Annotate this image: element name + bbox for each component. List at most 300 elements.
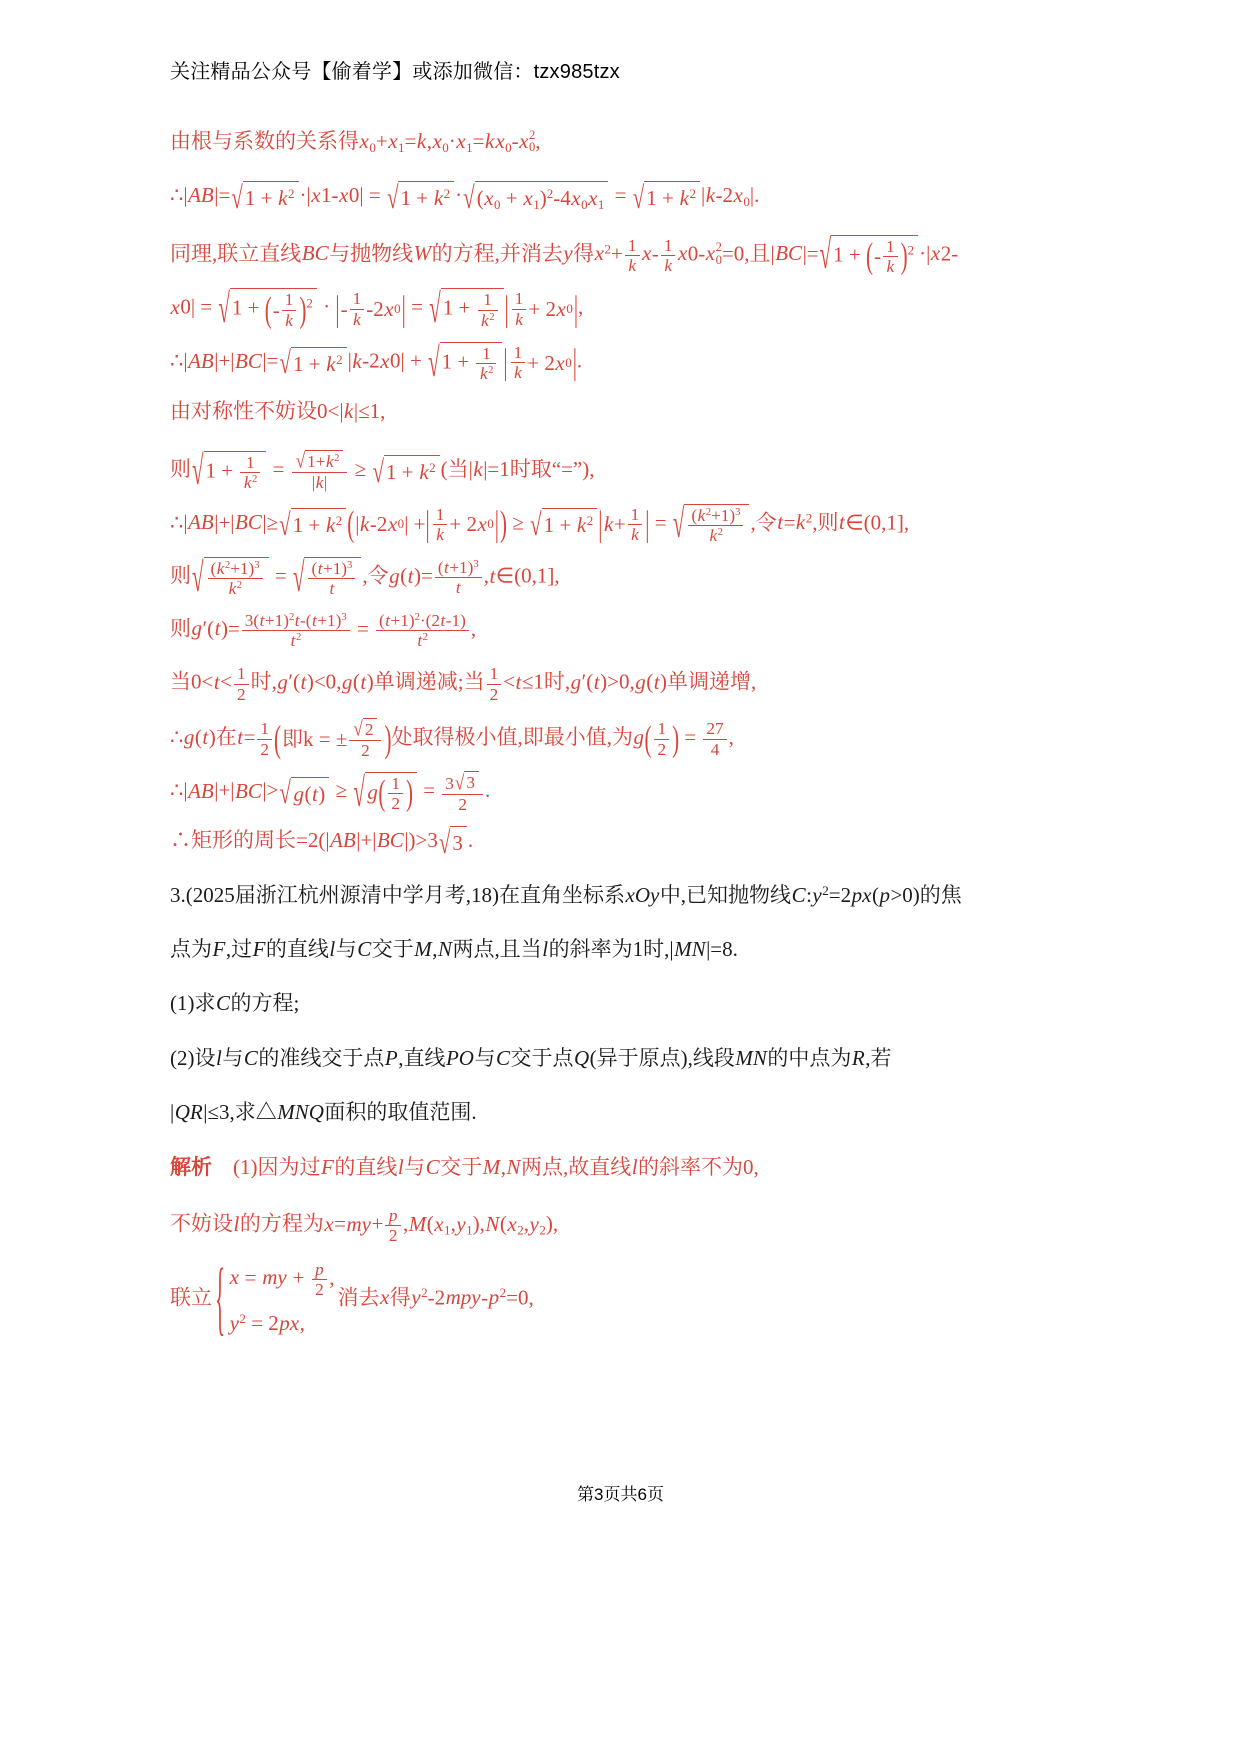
text-run: -2 <box>715 183 734 208</box>
numerator <box>883 237 898 257</box>
superscript: 3 <box>347 559 353 572</box>
text-run: 3 <box>466 773 475 793</box>
text-run: 1 + <box>244 186 278 211</box>
subscript: 0 <box>369 139 376 155</box>
text-run: ·(2 <box>419 610 440 630</box>
square-root <box>353 718 377 739</box>
variable: k <box>631 524 639 544</box>
variable: y <box>812 882 822 907</box>
variable: my <box>346 1211 372 1236</box>
fraction <box>312 1260 328 1300</box>
numerator <box>478 290 498 310</box>
text-run: = <box>649 510 672 535</box>
square-root <box>530 506 597 543</box>
variable: x <box>311 183 321 208</box>
system-row <box>229 1308 334 1338</box>
variable: k <box>484 129 495 153</box>
text-run: |+| <box>214 510 235 535</box>
text-run: , <box>450 1211 456 1236</box>
subscript: 0 <box>528 140 536 155</box>
variable: x <box>588 186 598 211</box>
variable: x <box>339 183 349 208</box>
text-run: 1- <box>321 183 339 208</box>
text-run: ≥ <box>507 510 530 535</box>
text-run: - <box>272 297 280 322</box>
text-run: 得 <box>573 241 595 266</box>
variable: t <box>515 669 522 694</box>
variable: xOy <box>625 882 660 907</box>
text-run: 1 <box>514 289 524 309</box>
variable: t <box>329 579 335 599</box>
text-run: 即k = ± <box>282 726 348 751</box>
radical-icon: √ <box>192 553 204 601</box>
text-run: |=8. <box>706 936 738 961</box>
text-run: (2)设 <box>170 1045 216 1070</box>
variable: x <box>170 295 180 319</box>
text-run: = <box>243 724 256 749</box>
variable: t <box>214 616 221 641</box>
group-content <box>602 505 645 545</box>
text-run: , <box>432 936 438 961</box>
group-content: $\frac{1}{k}$ + 2 x 0 <box>509 289 574 329</box>
text-run: ( <box>437 558 444 578</box>
content-line-14 <box>170 825 1082 858</box>
text-run: 与 <box>404 1154 426 1179</box>
text-run: 1 <box>483 290 492 310</box>
fraction <box>350 289 365 329</box>
variable: t <box>312 610 317 630</box>
denominator <box>442 795 483 814</box>
content-line-12 <box>170 718 1082 761</box>
superscript: 2 <box>414 610 420 623</box>
text-run: 1 <box>391 774 400 793</box>
radical-icon: √ <box>295 449 306 473</box>
content-line-15 <box>170 880 1082 910</box>
fraction <box>478 290 498 330</box>
text-run: ( <box>691 505 698 525</box>
denominator <box>883 257 898 276</box>
variable: x <box>571 186 581 211</box>
fraction <box>234 664 249 704</box>
text-run: 的直线 <box>334 1154 398 1179</box>
text-run: 由对称性不妨设0<| <box>170 398 344 423</box>
text-run: = <box>269 563 292 588</box>
square-root <box>231 179 298 216</box>
text-run: + <box>371 1211 384 1236</box>
variable: t <box>213 669 220 694</box>
text-run: 的方程为 <box>239 1211 324 1236</box>
square-root <box>292 553 361 601</box>
fraction <box>308 559 355 599</box>
text-run: 1 + <box>292 513 326 538</box>
radicand <box>304 557 361 599</box>
superscript: 2 <box>715 240 722 255</box>
left-delimiter: ( <box>264 288 272 330</box>
content-line-16 <box>170 934 1082 964</box>
numerator <box>476 344 496 364</box>
text-run: 0| = <box>348 183 386 208</box>
left-delimiter: ( <box>347 503 355 544</box>
text-run: 1 + <box>231 296 265 320</box>
content-line-5 <box>170 338 1082 386</box>
text-run: 1 + <box>385 460 419 485</box>
fraction <box>376 611 469 651</box>
variable: MN <box>735 1045 767 1070</box>
denominator <box>435 578 482 597</box>
text-run: 1 + <box>543 513 577 538</box>
text-run: +1) <box>711 505 736 525</box>
variable: p <box>388 1206 398 1226</box>
variable: BC <box>235 348 262 373</box>
square-root <box>428 338 502 386</box>
variable: p <box>315 1259 324 1279</box>
radicand <box>441 288 504 330</box>
text-run: ≥ <box>349 457 372 482</box>
text-run: 与 <box>474 1045 496 1070</box>
numerator <box>435 558 482 578</box>
text-run: 1 <box>630 504 640 524</box>
text-run: 的直线 <box>265 936 329 961</box>
variable: Q <box>573 1045 590 1070</box>
variable: p <box>488 1285 500 1309</box>
variable: k <box>315 473 324 493</box>
variable: MNQ <box>277 1100 324 1125</box>
text-run: |≤1, <box>353 398 386 423</box>
fraction <box>628 505 643 545</box>
text-run: ( <box>871 882 879 907</box>
variable: g <box>635 669 646 694</box>
radical-icon: √ <box>353 768 365 816</box>
left-delimiter: ( <box>644 717 652 759</box>
variable: N <box>485 1211 500 1236</box>
fraction <box>292 450 348 493</box>
text-run: +1) <box>323 559 348 579</box>
text-run: 2 <box>315 1279 324 1299</box>
superscript: 2 <box>335 513 343 528</box>
variable: BC <box>376 828 404 853</box>
superscript: 2 <box>705 505 712 518</box>
variable: AB <box>188 510 214 535</box>
text-run: 则 <box>170 457 191 482</box>
variable: p <box>879 882 890 907</box>
variable: k <box>278 186 288 211</box>
text-run: = <box>267 457 290 482</box>
variable: x <box>495 129 505 153</box>
denominator <box>388 794 403 813</box>
text-run: )>0, <box>600 669 635 694</box>
delimited-group <box>866 237 908 277</box>
text-run: 两点,且当 <box>452 936 542 961</box>
text-run: ,过 <box>225 936 253 961</box>
text-run: 得 <box>389 1285 411 1309</box>
text-run: , <box>470 616 477 641</box>
variable: t <box>202 724 209 749</box>
radical-icon: √ <box>429 284 441 332</box>
variable: x <box>456 129 466 153</box>
system-rows <box>229 1260 334 1339</box>
superscript: 2 <box>489 310 495 323</box>
radicand <box>831 235 918 277</box>
radicand <box>464 771 479 792</box>
variable: g <box>389 563 400 588</box>
delimited-group <box>274 718 391 761</box>
page-number: 第3页共6页 <box>577 1485 664 1504</box>
radicand <box>291 508 347 540</box>
square-root <box>672 500 750 548</box>
subscript: 1 <box>466 139 473 155</box>
denominator <box>478 311 498 330</box>
radicand <box>440 342 503 384</box>
text-run: ′( <box>288 669 300 694</box>
right-delimiter: | <box>573 287 579 329</box>
text-run: 时, <box>250 669 277 694</box>
variable: AB <box>330 828 356 853</box>
text-run: ( <box>379 610 385 630</box>
subscript: 2 <box>539 1222 546 1238</box>
superscript: 2 <box>336 351 343 367</box>
text-run: 交于 <box>440 1154 483 1179</box>
fraction <box>442 771 483 814</box>
variable: k <box>515 309 523 329</box>
left-delimiter: | <box>598 503 603 544</box>
variable: k <box>243 472 252 492</box>
text-run: 不妨设 <box>170 1211 233 1236</box>
superscript: 2 <box>528 127 536 142</box>
text-run: -1) <box>445 610 466 630</box>
numerator <box>308 559 355 579</box>
variable: BC <box>235 778 262 803</box>
content-line-21 <box>170 1206 1082 1246</box>
variable: k <box>433 186 444 211</box>
fraction <box>435 558 482 598</box>
text-run: 2 <box>260 739 270 759</box>
square-root <box>463 179 608 216</box>
text-run: -( <box>300 610 312 630</box>
text-run: )单调递增, <box>660 669 757 694</box>
text-run: 1 <box>482 343 491 363</box>
left-delimiter: | <box>335 287 340 329</box>
variable: k <box>628 256 636 276</box>
text-run: 1 + <box>400 186 434 211</box>
radicand <box>291 347 347 379</box>
square-root <box>192 553 269 601</box>
variable: k <box>709 525 718 545</box>
variable: px <box>279 1311 300 1336</box>
radicand <box>644 181 700 213</box>
content-line-19 <box>170 1097 1082 1127</box>
radical-icon: √ <box>386 179 399 216</box>
fraction <box>257 719 272 759</box>
variable: F <box>252 936 266 961</box>
fraction <box>883 237 898 277</box>
numerator <box>350 289 365 309</box>
radical-icon: √ <box>428 338 440 386</box>
fraction <box>688 506 743 546</box>
superscript: 3 <box>254 559 260 572</box>
text-run: + 2 <box>527 350 555 375</box>
variable: C <box>495 1045 510 1070</box>
text-run: 1 <box>435 504 445 524</box>
superscript: 2 <box>604 241 612 257</box>
text-run: 1 <box>513 342 523 362</box>
variable: t <box>417 631 423 650</box>
text-run: 的斜率不为0, <box>638 1154 759 1179</box>
text-run: ), <box>545 1211 559 1236</box>
fraction <box>208 559 263 599</box>
superscript: 2 <box>295 631 302 644</box>
text-run: ( <box>646 669 654 694</box>
text-run: 1 <box>627 235 637 255</box>
variable: x <box>519 129 529 153</box>
text-run: |= <box>262 348 279 373</box>
denominator <box>292 473 348 492</box>
subscript: 0 <box>715 252 722 267</box>
subscript: 0 <box>494 197 501 213</box>
text-run: ≥ <box>330 778 353 803</box>
variable: t <box>839 510 845 535</box>
fraction <box>512 289 527 329</box>
fraction <box>242 611 350 651</box>
variable: x <box>507 1211 517 1236</box>
variable: x <box>324 1211 334 1236</box>
subscript: 1 <box>398 139 405 155</box>
variable-substack <box>519 126 536 156</box>
numerator <box>376 611 469 631</box>
text-run: )<0, <box>306 669 342 694</box>
variable: k <box>514 363 522 383</box>
variable: k <box>697 505 706 525</box>
text-run: - <box>340 296 348 321</box>
left-delimiter: | <box>503 341 508 383</box>
superscript: 2 <box>429 459 436 475</box>
denominator <box>661 256 676 275</box>
content-line-1 <box>170 126 1082 156</box>
text-run: (1)求 <box>170 991 216 1016</box>
variable: k <box>326 351 336 376</box>
text-run: = <box>783 510 796 535</box>
denominator <box>240 473 260 492</box>
document-content <box>170 126 1082 1345</box>
square-root <box>372 455 439 487</box>
text-run: + <box>613 512 626 537</box>
text-run: ∈(0,1], <box>845 510 910 535</box>
text-run: -4 <box>553 186 571 211</box>
text-run: |+| <box>214 348 235 373</box>
subscript: 0 <box>505 139 512 155</box>
variable: mpy <box>445 1285 481 1309</box>
variable: k <box>436 524 444 544</box>
text-run: , <box>535 129 541 153</box>
radical-icon: √ <box>279 774 291 811</box>
variable: g <box>570 669 582 694</box>
left-delimiter: | <box>425 503 430 544</box>
text-run: |=1时取“=”), <box>483 457 595 482</box>
numerator <box>661 236 676 256</box>
fraction <box>511 343 526 383</box>
radicand <box>230 288 317 330</box>
text-run: 2 <box>489 684 499 704</box>
text-run: 与 <box>222 1045 244 1070</box>
delimited-group <box>335 289 405 329</box>
variable: x <box>594 241 604 266</box>
numerator <box>312 1260 328 1280</box>
variable: BC <box>775 241 803 266</box>
right-delimiter: ) <box>299 288 307 330</box>
text-run: 4 <box>710 739 720 759</box>
text-run: + 2 <box>528 296 556 321</box>
superscript: 2 <box>488 364 494 377</box>
variable: t <box>237 724 244 749</box>
page-header-note: 关注精品公众号【偷着学】或添加微信：tzx985tzx <box>170 61 620 83</box>
variable: k <box>360 512 370 537</box>
denominator <box>433 525 448 544</box>
variable: g <box>277 669 288 694</box>
variable: t <box>360 669 367 694</box>
text-run: 2 <box>364 719 374 739</box>
square-root <box>429 284 503 332</box>
text-run: ·| <box>919 241 931 266</box>
variable: x <box>555 350 565 375</box>
variable: t <box>311 781 318 806</box>
superscript: 2 <box>334 452 340 465</box>
radicand <box>450 826 467 858</box>
text-run: 2 <box>458 794 467 814</box>
text-run: =0, <box>506 1285 534 1309</box>
variable: g <box>633 724 644 749</box>
variable: l <box>329 936 336 961</box>
variable: t <box>455 578 461 598</box>
right-delimiter: ) <box>672 717 680 759</box>
fraction <box>349 718 381 761</box>
text-run: |≤3,求△ <box>203 1100 277 1125</box>
numerator <box>512 289 527 309</box>
variable: x <box>434 1211 444 1236</box>
text-run: , <box>523 1211 530 1236</box>
text-run: , <box>500 1154 506 1179</box>
text-run: |= <box>802 241 819 266</box>
fraction <box>661 236 676 276</box>
variable: k <box>353 309 361 329</box>
delimited-group <box>265 290 307 330</box>
group-content <box>873 237 901 277</box>
subscript: 1 <box>444 1222 451 1238</box>
text-run: - <box>874 244 882 269</box>
text-run: 由根与系数的关系得 <box>170 129 359 153</box>
numerator <box>487 664 502 684</box>
system-row <box>229 1260 334 1300</box>
content-line-17 <box>170 988 1082 1018</box>
text-run: | <box>170 1100 175 1125</box>
numerator <box>257 719 272 739</box>
variable: t <box>593 669 600 694</box>
bold-label: 解析 <box>170 1154 212 1179</box>
text-run: -2 <box>369 512 388 537</box>
text-run: ( <box>400 563 408 588</box>
variable: k <box>795 510 806 535</box>
variable: k <box>479 364 488 384</box>
delimited-group <box>378 774 413 814</box>
radical-icon: √ <box>454 770 465 794</box>
variable: t <box>444 558 449 578</box>
subscript: 0 <box>442 139 449 155</box>
text-run: , <box>329 1265 335 1290</box>
superscript: 2 <box>717 526 723 539</box>
radicand <box>384 455 440 487</box>
text-run: : <box>806 882 812 907</box>
variable: g <box>191 616 202 641</box>
text-run: (当| <box>440 457 473 482</box>
text-run: · <box>448 129 456 153</box>
